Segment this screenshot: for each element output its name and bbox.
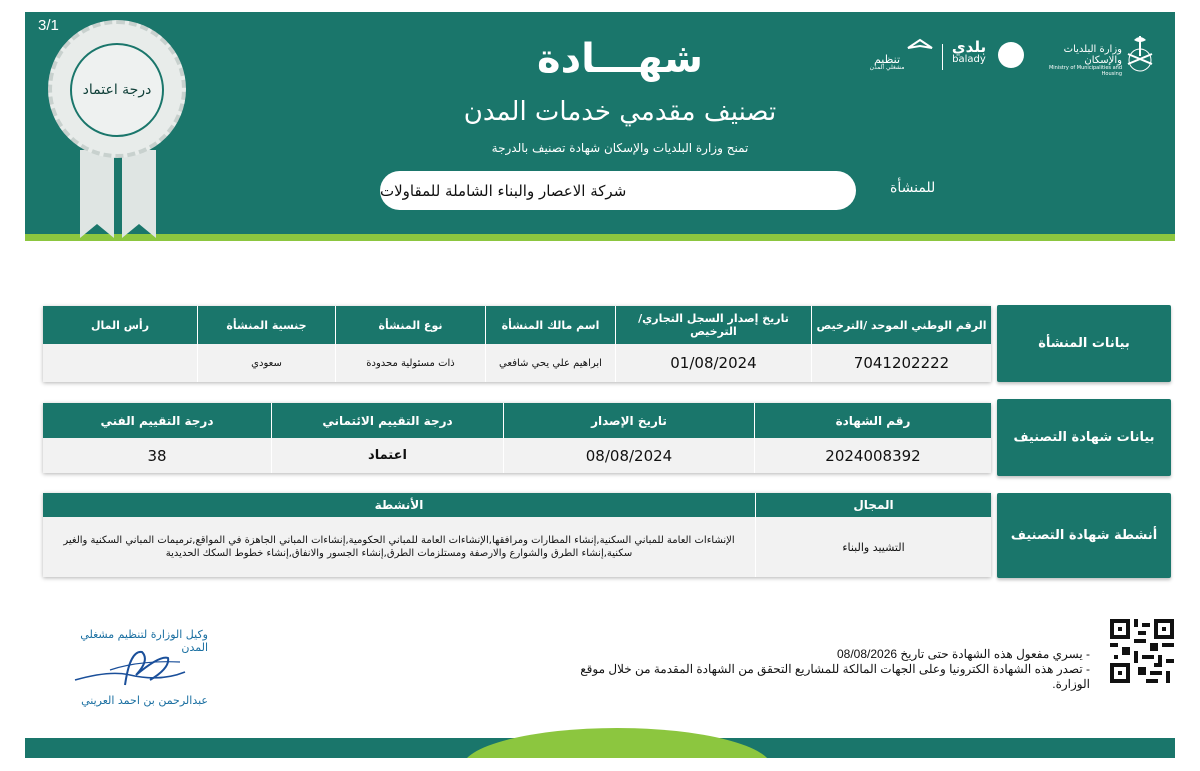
value-technical-rating: 38 (147, 446, 167, 465)
header-capital: رأس المال (90, 318, 150, 332)
activities-header-row (43, 493, 991, 517)
certificate-subtitle: تصنيف مقدمي خدمات المدن (463, 97, 777, 127)
page-number: 3/1 (38, 17, 59, 34)
value-credit-rating: اعتماد (271, 438, 503, 473)
header-credit-rating: درجة التقييم الائتماني (271, 403, 503, 438)
header-issue-date: تاريخ الإصدار (503, 403, 754, 438)
classification-header-row (43, 403, 991, 438)
company-label: للمنشأة (890, 180, 936, 196)
classification-section-label: بيانات شهادة التصنيف (997, 399, 1171, 476)
classification-table (43, 403, 991, 473)
company-name-field: شركة الاعصار والبناء الشاملة للمقاولات (380, 171, 856, 210)
validity-notes (560, 647, 1090, 692)
value-field: التشييد والبناء (755, 517, 991, 577)
header-accent-strip (25, 234, 1175, 241)
value-national-number: 7041202222 (811, 344, 991, 382)
signature-icon (70, 640, 190, 700)
value-issue-date: 08/08/2024 (503, 438, 754, 473)
header-certificate-number: رقم الشهادة (754, 403, 991, 438)
signer-name: عبدالرحمن بن احمد العريني (81, 694, 208, 707)
header-technical-rating: درجة التقييم الفني (100, 413, 214, 428)
certificate-title: شهـــادة (537, 36, 703, 82)
activities-value-row (43, 517, 991, 577)
value-capital (43, 344, 197, 382)
value-establishment-type: ذات مسئولية محدودة (335, 344, 485, 382)
logos-group (860, 34, 1160, 94)
value-activities: الإنشاءات العامة للمباني السكنية,إنشاء المطارات ومرافقها,الإنشاءات العامة للمباني الحكومية,إنشاءات المباني الجاهزة في المواقع,ترميمات المباني السكنية والغير سكنية,إنشاء الطرق والشوارع والارصفة ومستلزمات الطرق,إنشاء الجسور والانفاق,إنشاء خطوط السكك الحديدية (63, 535, 735, 559)
header-field: المجال (755, 493, 991, 517)
balady-logo-text: بلدي balady (951, 38, 987, 65)
establishment-table (43, 306, 991, 382)
logo-divider (942, 44, 943, 70)
value-registration-date: 01/08/2024 (615, 344, 811, 382)
value-owner-name: ابراهيم علي يحي شافعي (485, 344, 615, 382)
header-establishment-type: نوع المنشأة (335, 306, 485, 344)
seal-ribbon (78, 150, 158, 240)
value-certificate-number: 2024008392 (754, 438, 991, 473)
balady-logo-icon (998, 42, 1024, 68)
establishment-section-label: بيانات المنشأة (997, 305, 1171, 382)
tanzeem-logo-text: تنظيم مشغلي المدن (869, 53, 905, 71)
value-nationality: سعودي (197, 344, 335, 382)
validity-line: - يسري مفعول هذه الشهادة حتى تاريخ 08/08/2026 (836, 647, 1090, 661)
seal-text: درجة اعتماد (70, 43, 164, 137)
ministry-logo-text: وزارة البلديات والإسكان Ministry of Municipalities and Housing (1048, 44, 1122, 77)
header-registration-date: تاريخ إصدار السجل التجاري/ الترخيص (615, 306, 811, 344)
classification-value-row (43, 438, 991, 473)
qr-code-icon (1110, 619, 1174, 683)
activities-section-label: أنشطة شهادة التصنيف (997, 493, 1171, 578)
certificate-description: تمنح وزارة البلديات والإسكان شهادة تصنيف بالدرجة (491, 141, 749, 155)
establishment-header-row (43, 306, 991, 344)
header-national-number: الرقم الوطني الموحد /الترخيص (811, 306, 991, 344)
issuance-line: - تصدر هذه الشهادة الكترونيا وعلى الجهات المالكة للمشاريع التحقق من الشهادة المقدمة من خلال موقع الوزارة. (580, 662, 1090, 691)
activities-table (43, 493, 991, 577)
header-nationality: جنسية المنشأة (197, 306, 335, 344)
header-owner-name: اسم مالك المنشأة (485, 306, 615, 344)
ministry-emblem-icon (1124, 34, 1156, 74)
signer-title: وكيل الوزارة لتنظيم مشغلي المدن (80, 628, 208, 654)
header-activities: الأنشطة (374, 498, 424, 512)
establishment-value-row (43, 344, 991, 382)
